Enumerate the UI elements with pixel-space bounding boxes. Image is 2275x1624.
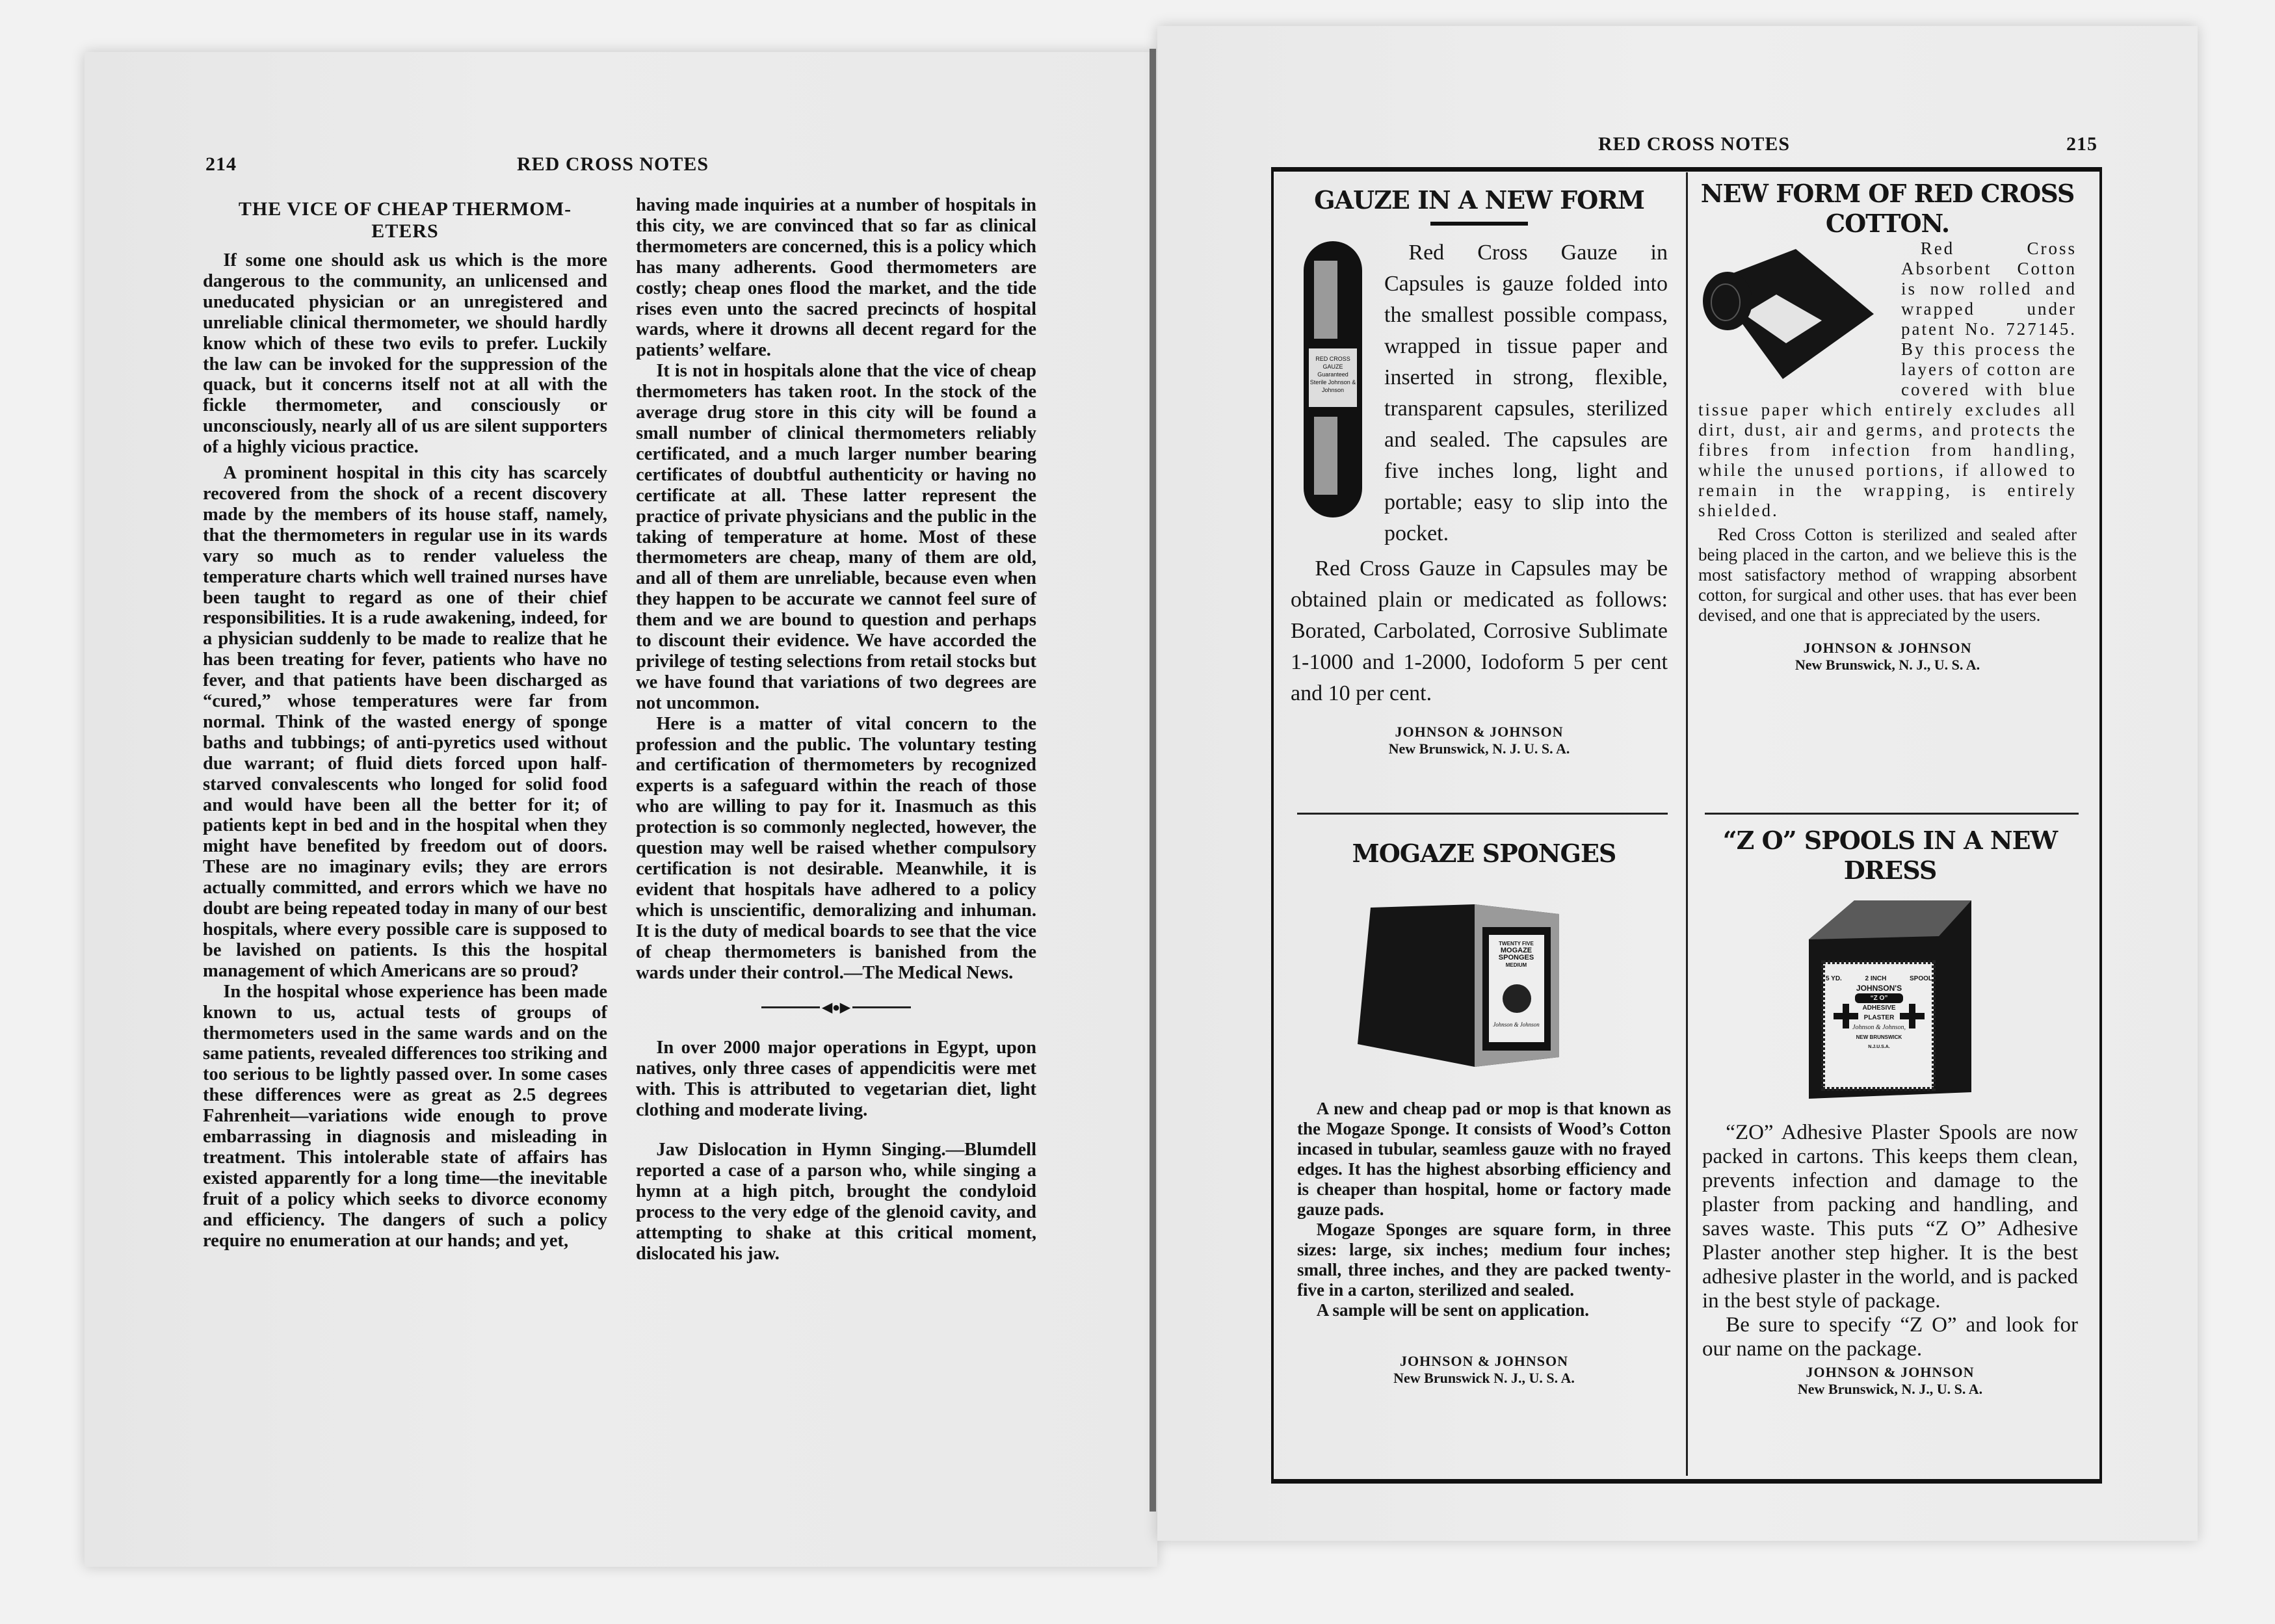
ad-zo-company: JOHNSON & JOHNSON [1806, 1364, 1975, 1380]
ad-cotton-paragraph: Red Cross Cotton is sterilized and sealed after being placed in the carton, and we believe this is the most satisfactory method of wrapping absorbent cotton, for surgical and other uses. that has ever been devised, and one that is appreciated by the users. [1698, 525, 2077, 625]
ad-mogaze-paragraph: Mogaze Sponges are square form, in three sizes: large, six inches; medium four inches; small, three inches, and they are packed twenty-five in a carton, sterilized and sealed. [1297, 1220, 1671, 1300]
ad-zo-title [1702, 826, 2078, 885]
ad-mogaze-paragraph: A new and cheap pad or mop is that known as the Mogaze Sponge. It consists of Wood’s Cotton incased in tubular, seamless gauze with no frayed edges. It has the highest absorbing efficiency and is cheaper than hospital, home or factory made gauze pads. [1297, 1099, 1671, 1219]
mogaze-box-image: TWENTY FIVE MOGAZE SPONGES MEDIUM Johnson & Johnson [1345, 888, 1624, 1083]
ad-zo-spools [1702, 826, 2078, 1398]
ad-gauze-company: JOHNSON & JOHNSON [1395, 724, 1564, 740]
ad-mogaze-company: JOHNSON & JOHNSON [1399, 1353, 1569, 1369]
ad-mogaze-address: New Brunswick N. J., U. S. A. [1393, 1370, 1575, 1386]
note-egypt: In over 2000 major operations in Egypt, upon natives, only three cases of appendicitis were met with. This is attributed to vegetarian diet, light clothing and moderate living. [636, 1037, 1036, 1120]
right-page-number: 215 [2066, 133, 2097, 155]
gauze-capsule-image [1304, 241, 1362, 517]
ad-cotton-paragraph: Red Cross Absorbent Cotton is now rolled and wrapped under patent No. 727145. By this process the layers of cotton are covered with blue tissue paper which entirely excludes all dirt, dust, air and germs, and protects the fibres from infection from handling, while the unused portions, if allowed to remain in the wrapping, is entirely shielded. [1698, 239, 2077, 520]
article-column-1 [203, 198, 607, 1251]
article-paragraph: If some one should ask us which is the more dangerous to the community, an unlicensed and uneducated physician or an unregistered and unreliable clinical thermometer, we should hardly know which of these two evils to prefer. Luckily the law can be invoked for the suppression of the quack, but it concerns itself not at all with the fickle thermometer, and consciously or unconsciously, nearly all of us are silent supporters of a highly vicious practice. [203, 250, 607, 458]
ad-zo-address: New Brunswick, N. J., U. S. A. [1797, 1381, 1983, 1397]
left-page-number: 214 [205, 153, 237, 175]
article-paragraph: In the hospital whose experience has been made known to us, actual tests of groups of thermometers used in the same wards and on the same patients, revealed differences too striking and too serious to be lightly passed over. In some cases these differences were as great as 2.5 degrees Fahrenheit—variations wide enough to prove embarrassing in diagnosis and misleading in treatment. This intolerable state of affairs has existed apparently for a long time—the inevitable fruit of a policy which seeks to divorce economy and efficiency. The dangers of such a policy require no enumeration at our hands; and yet, [203, 981, 607, 1251]
article-title-line-1: THE VICE OF CHEAP THERMOM- [238, 198, 572, 220]
left-running-head: RED CROSS NOTES [517, 153, 709, 175]
ad-mogaze-paragraph: A sample will be sent on application. [1316, 1300, 1589, 1320]
article-paragraph: A prominent hospital in this city has scarcely recovered from the shock of a recent discovery made by the members of its house staff, namely, that the thermometers in regular use in its wards vary so much as to render valueless the temperature charts which well trained nurses have been taught to regard as one of their chief responsibilities. It is a rude awakening, indeed, for a physician suddenly to be made to realize that he has been treating for fever, patients who have no fever, and that patients have been discharged as “cured,” whose temperatures were far from normal. Think of the wasted energy of sponge baths and tubbings; of anti-pyretics used without due warrant; of fluid diets forced upon half-starved convalescents who longed for solid food and would have been all the better for it; of patients kept in bed and in the hospital when they might have benefited by freedom out of doors. These are no imaginary evils; they are errors actually committed, and errors which we have no doubt are being repeated today in many of our best hospitals, where every possible care is supposed to be lavished on patients. Is this the hospital management of which Americans are so proud? [203, 463, 607, 981]
ad-row-divider-right [1705, 813, 2079, 815]
ad-mogaze-title: MOGAZE SPONGES [1352, 839, 1616, 868]
ad-mogaze [1297, 839, 1671, 1387]
ad-zo-title-line-1: “Z O” SPOOLS IN A NEW [1722, 826, 2058, 855]
ad-zo-paragraph: Be sure to specify “Z O” and look for our name on the package. [1702, 1313, 2078, 1361]
ad-cotton-title-line-2: COTTON. [1825, 209, 1950, 238]
ad-gauze-paragraph: Red Cross Gauze in Capsules is gauze folded into the smallest possible compass, wrapped in tissue paper and inserted in strong, flexible, transparent capsules, sterilized and sealed. The capsules are five inches long, light and portable; easy to slip into the pocket. [1384, 241, 1668, 545]
article-column-2 [636, 195, 1036, 1264]
article-paragraph: Here is a matter of vital concern to the profession and the public. The voluntary testing and certification of thermometers by recognized experts is a safeguard within the reach of those who are willing to pay for it. Inasmuch as this protection is so commonly neglected, however, the question may well be raised whether compulsory certification is not desirable. Meanwhile, it is evident that hospitals have adhered to a policy which is unscientific, demoralizing and inhuman. It is the duty of medical boards to see that the vice of cheap thermometers is banished from the wards under their control.—The Medical News. [636, 713, 1036, 983]
article-title-line-2: ETERS [371, 220, 439, 242]
capsule-label: RED CROSS GAUZE Guaranteed Sterile Johnson & Johnson [1309, 348, 1357, 407]
note-jaw-dislocation: Jaw Dislocation in Hymn Singing.—Blumdell reported a case of a parson who, while singing a hymn at a high pitch, brought the condyloid process to the very edge of the glenoid cavity, and attempting to shake at this critical moment, dislocated his jaw. [636, 1140, 1036, 1264]
book-spine [1150, 49, 1156, 1512]
section-ornament: ◀●▶ [636, 1000, 1036, 1014]
ad-cotton-company: JOHNSON & JOHNSON [1803, 640, 1972, 656]
ad-cotton-title [1698, 179, 2077, 239]
ad-cotton [1698, 179, 2077, 674]
ad-column-divider [1686, 172, 1688, 1476]
zo-spool-box-image: 5 YD. 2 INCH SPOOL JOHNSON'S “Z O” ADHESIVE PLASTER Johnson & Johnson, NEW BRUNSWICK N.J.U.S.A. [1809, 897, 1971, 1105]
ad-gauze [1291, 185, 1668, 757]
title-rule [1430, 222, 1528, 226]
ad-cotton-title-line-1: NEW FORM OF RED CROSS [1700, 179, 2075, 208]
ad-row-divider-left [1297, 813, 1668, 815]
ad-cotton-address: New Brunswick, N. J., U. S. A. [1795, 657, 1980, 673]
article-paragraph: having made inquiries at a number of hospitals in this city, we are convinced that so far as clinical thermometers are concerned, this is a policy which has many adherents. Good thermometers are costly; cheap ones flood the market, and the tide rises even unto the sacred precincts of hospital wards, where it drowns all decent regard for the patients’ welfare. [636, 195, 1036, 361]
ad-gauze-title: GAUZE IN A NEW FORM [1314, 185, 1644, 215]
ad-zo-title-line-2: DRESS [1843, 856, 1937, 885]
ad-zo-paragraph: “ZO” Adhesive Plaster Spools are now packed in cartons. This keeps them clean, prevents infection and damage to the plaster from packing and handling, and saves waste. This puts “Z O” Adhesive Plaster another step higher. It is the best adhesive plaster in the world, and is packed in the best style of package. [1702, 1121, 2078, 1313]
article-title [203, 198, 607, 242]
ad-gauze-address: New Brunswick, N. J. U. S. A. [1388, 740, 1570, 757]
ad-gauze-paragraph: Red Cross Gauze in Capsules may be obtained plain or medicated as follows: Borated, Carbolated, Corrosive Sublimate 1-1000 and 1-2000, Iodoform 5 per cent and 10 per cent. [1291, 557, 1668, 705]
right-running-head: RED CROSS NOTES [1598, 133, 1791, 155]
article-paragraph: It is not in hospitals alone that the vice of cheap thermometers has taken root. In the stock of the average drug store in this city will be found a small number of clinical thermometers reliably certificated, and a much larger number bearing certificates of doubtful authenticity or having no certificate at all. These latter represent the practice of private physicians and the public in the taking of temperature at home. Most of these thermometers are cheap, many of them are old, and all of them are unreliable, because even when they happen to be accurate we cannot feel sure of them and we are bound to question and perhaps to discount their evidence. We have accorded the privilege of testing selections from retail stocks but we have found that variations of two degrees are not uncommon. [636, 361, 1036, 713]
cotton-roll-image [1698, 242, 1887, 382]
